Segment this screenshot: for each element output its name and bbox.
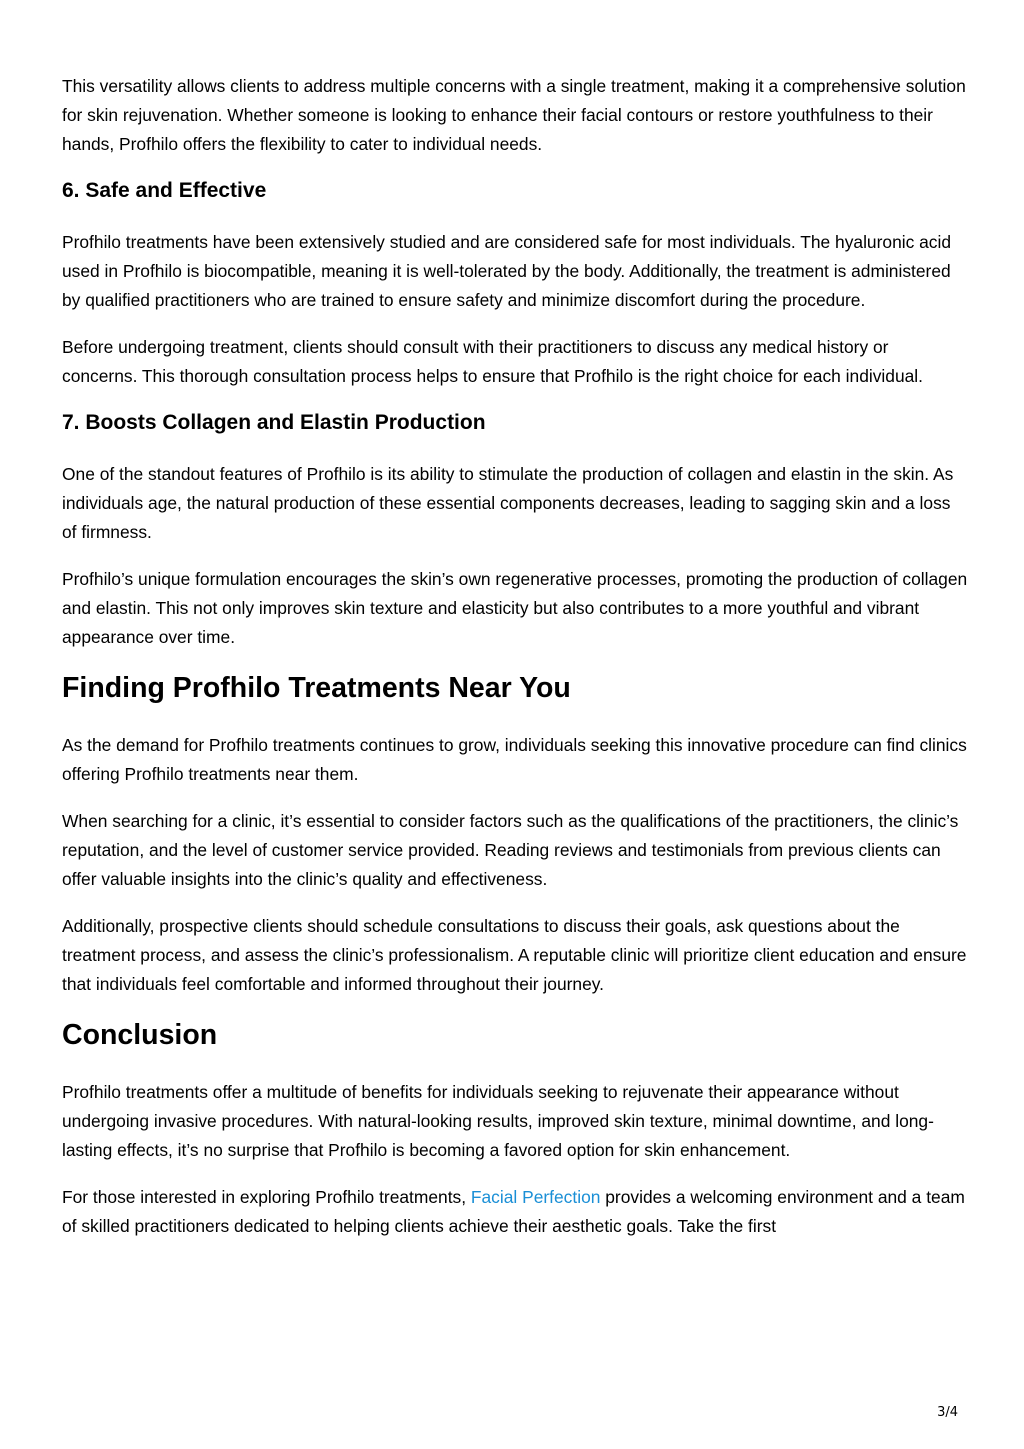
heading-boosts-collagen: 7. Boosts Collagen and Elastin Production <box>62 411 486 434</box>
heading-conclusion: Conclusion <box>62 1019 218 1051</box>
document-page <box>62 72 968 1259</box>
page-number: 3/4 <box>937 1405 958 1420</box>
heading-safe-and-effective: 6. Safe and Effective <box>62 179 267 202</box>
paragraph-conclusion-2 <box>62 1183 968 1241</box>
paragraph-finding-1: As the demand for Profhilo treatments continues to grow, individuals seeking this innovative procedure can find clinics offering Profhilo treatments near them. <box>62 735 967 784</box>
heading-finding-treatments: Finding Profhilo Treatments Near You <box>62 672 571 704</box>
paragraph-finding-2: When searching for a clinic, it’s essential to consider factors such as the qualifications of the practitioners, the clinic’s reputation, and the level of customer service provided. Reading reviews and testimonials from previous clients can offer valuable insights into the clinic’s quality and effectiveness. <box>62 811 959 889</box>
facial-perfection-link[interactable]: Facial Perfection <box>470 1187 601 1207</box>
paragraph-collagen-1: One of the standout features of Profhilo is its ability to stimulate the production of collagen and elastin in the skin. As individuals age, the natural production of these essential components decreases, leading to sagging skin and a loss of firmness. <box>62 464 954 542</box>
paragraph-versatility: This versatility allows clients to address multiple concerns with a single treatment, making it a comprehensive solution for skin rejuvenation. Whether someone is looking to enhance their facial contours or restore youthfulness to their hands, Profhilo offers the flexibility to cater to individual needs. <box>62 76 966 154</box>
paragraph-safe-2: Before undergoing treatment, clients should consult with their practitioners to discuss any medical history or concerns. This thorough consultation process helps to ensure that Profhilo is the right choice for each individual. <box>62 337 924 386</box>
conclusion-text-before-link: For those interested in exploring Profhilo treatments, <box>62 1187 471 1207</box>
paragraph-safe-1: Profhilo treatments have been extensively studied and are considered safe for most individuals. The hyaluronic acid used in Profhilo is biocompatible, meaning it is well-tolerated by the body. Additionally, the treatment is administered by qualified practitioners who are trained to ensure safety and minimize discomfort during the procedure. <box>62 232 952 310</box>
conclusion-text-after-link: provides a welcoming environment and a team of skilled practitioners dedicated to helping clients achieve their aesthetic goals. Take the first <box>62 1187 965 1236</box>
paragraph-finding-3: Additionally, prospective clients should schedule consultations to discuss their goals, ask questions about the treatment process, and assess the clinic’s professionalism. A reputable clinic will prioritize client education and ensure that individuals feel comfortable and informed throughout their journey. <box>62 916 967 994</box>
paragraph-collagen-2: Profhilo’s unique formulation encourages the skin’s own regenerative processes, promoting the production of collagen and elastin. This not only improves skin texture and elasticity but also contributes to a more youthful and vibrant appearance over time. <box>62 569 968 647</box>
paragraph-conclusion-1: Profhilo treatments offer a multitude of benefits for individuals seeking to rejuvenate their appearance without undergoing invasive procedures. With natural-looking results, improved skin texture, minimal downtime, and long-lasting effects, it’s no surprise that Profhilo is becoming a favored option for skin enhancement. <box>62 1082 934 1160</box>
